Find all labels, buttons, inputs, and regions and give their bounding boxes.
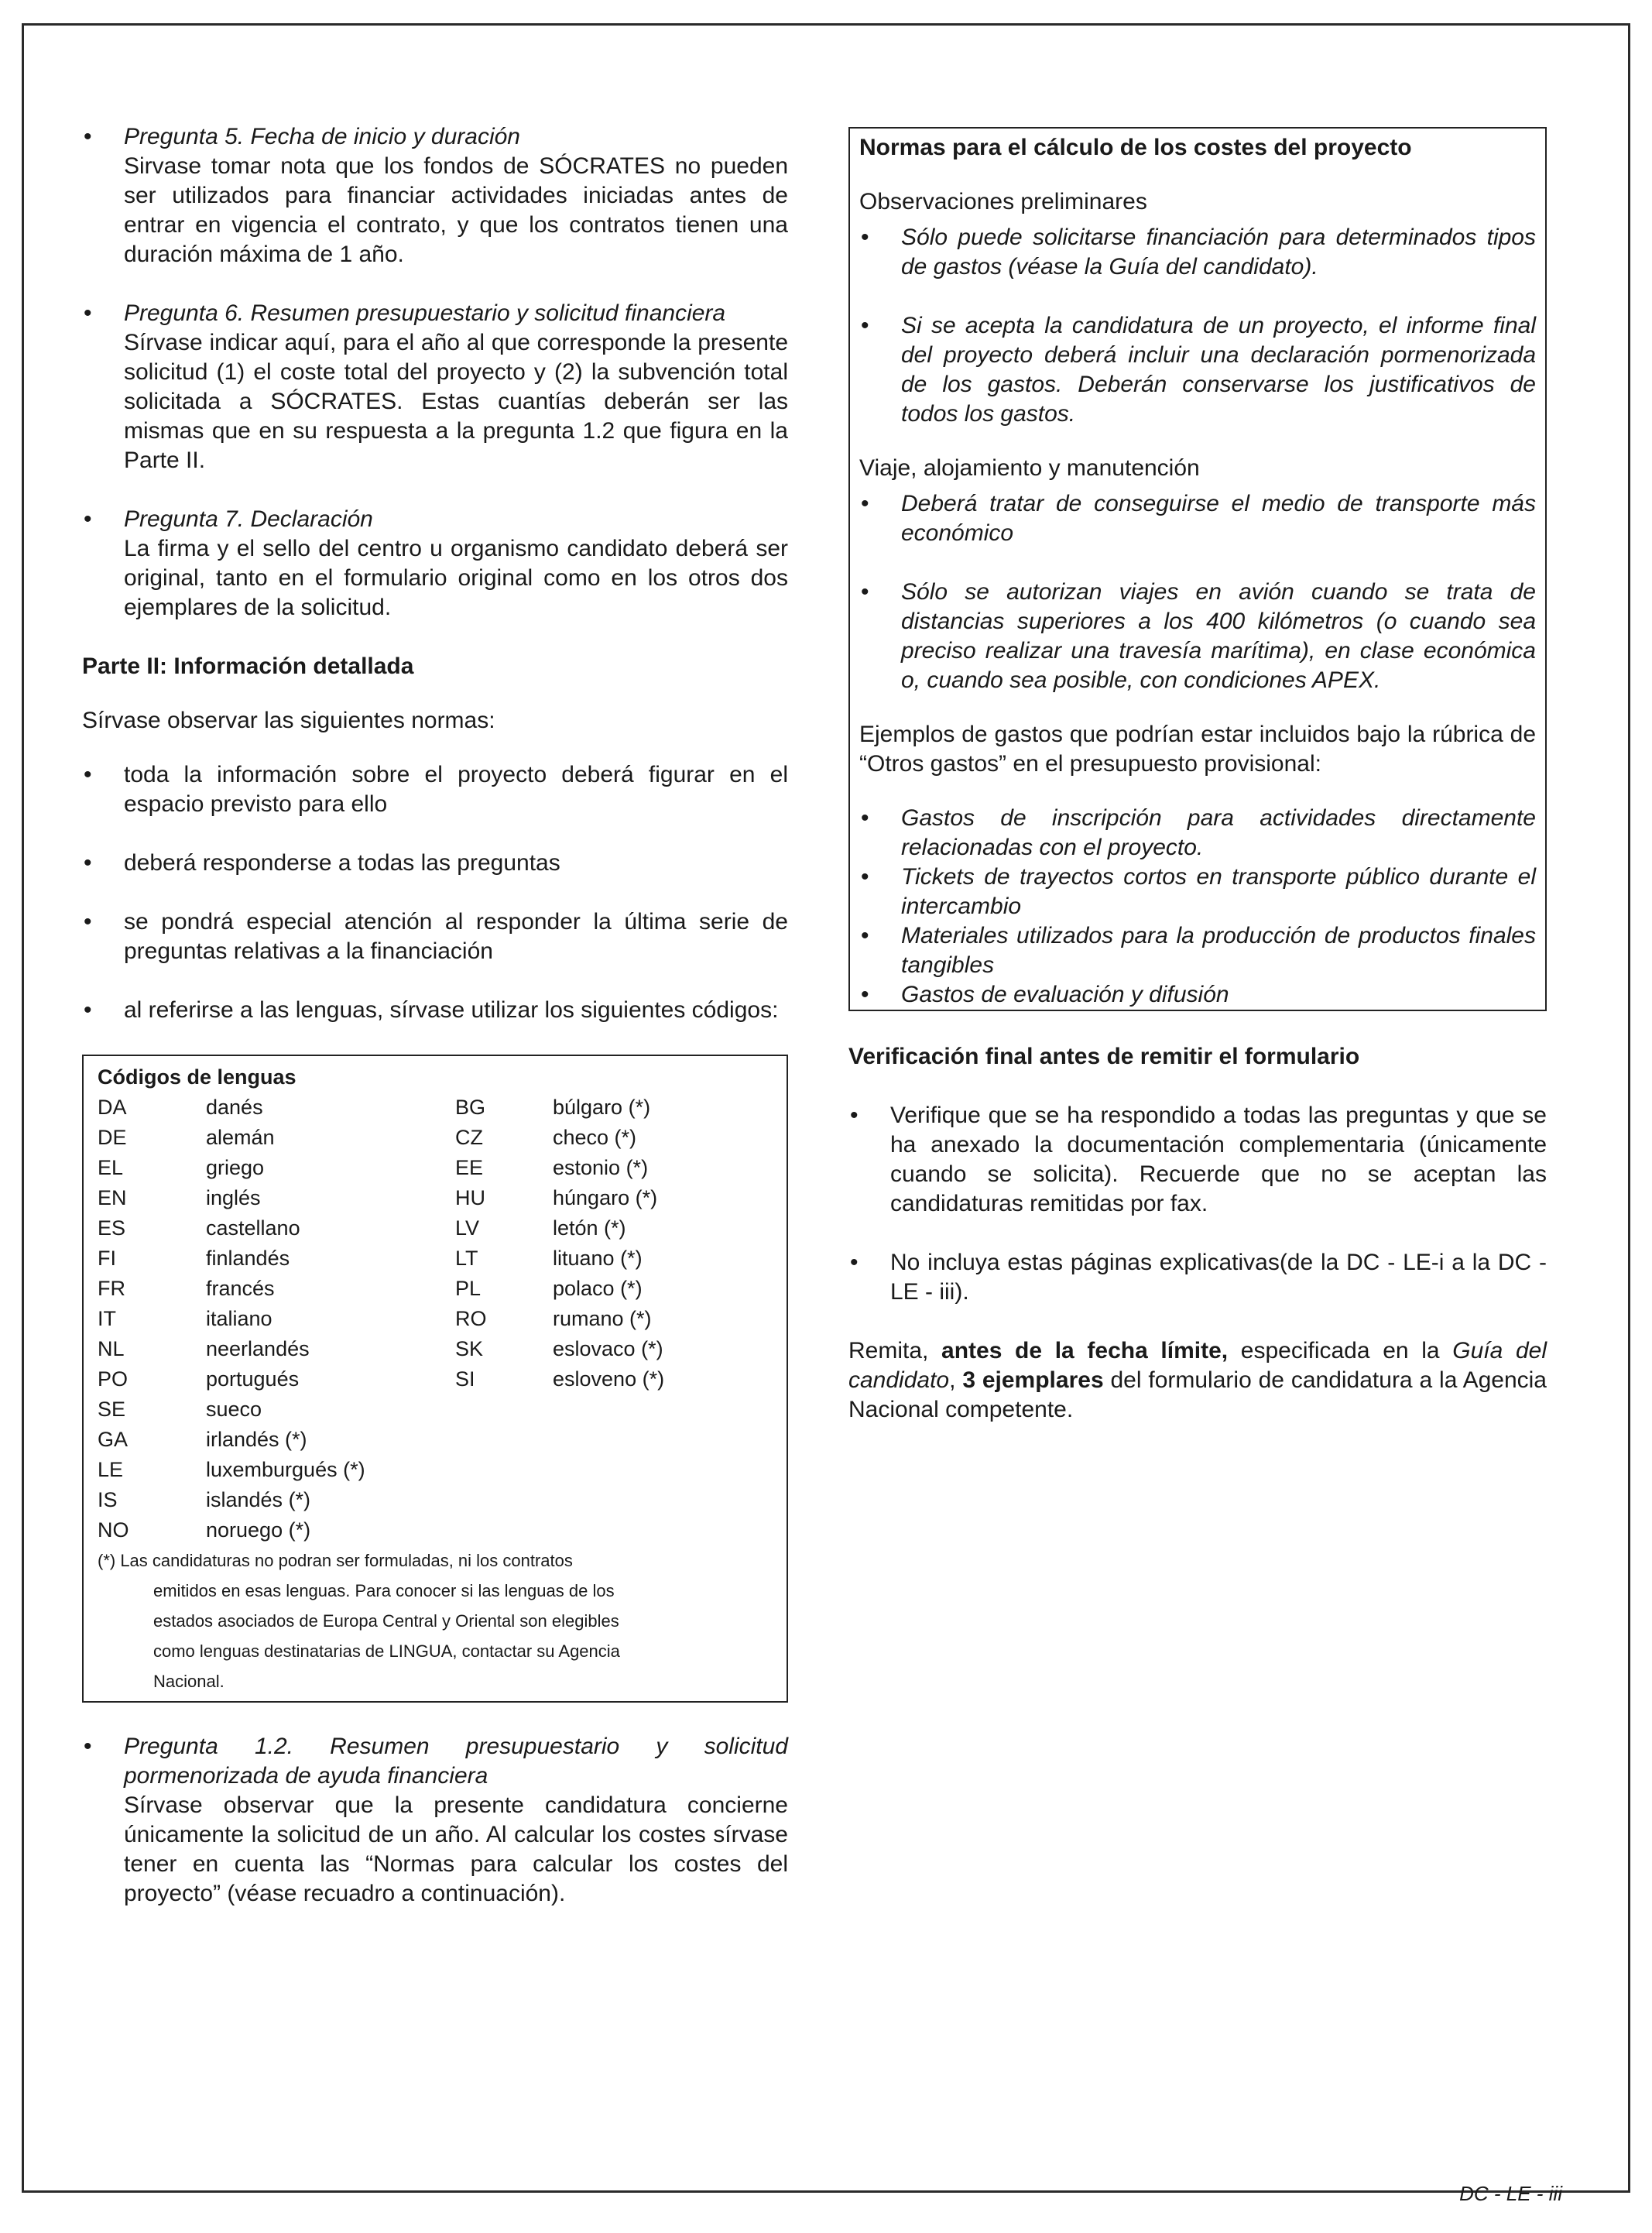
remit-text: especificada en la xyxy=(1228,1338,1453,1363)
language-code: BG xyxy=(455,1096,486,1119)
verification-item xyxy=(848,1101,1547,1219)
page-code: DC - LE - iii xyxy=(1459,2182,1562,2205)
rule-text: • al referirse a las lenguas, sírvase utilizar los siguientes códigos: xyxy=(124,997,779,1023)
rule-item xyxy=(82,996,788,1025)
language-codes-note xyxy=(98,1545,773,1696)
question-5-item xyxy=(82,122,788,269)
language-row xyxy=(98,1243,773,1274)
language-name: griego xyxy=(206,1156,265,1179)
travel-heading: Viaje, alojamiento y manutención xyxy=(859,455,1200,481)
language-row xyxy=(98,1515,773,1545)
cost-norms-box xyxy=(848,127,1547,1011)
language-code: SK xyxy=(455,1337,484,1360)
part-2-intro: Sírvase observar las siguientes normas: xyxy=(82,708,495,733)
remit-guide-title: Guía del candidato xyxy=(848,1338,1547,1393)
language-code: NO xyxy=(98,1518,129,1542)
language-name: portugués xyxy=(206,1367,300,1391)
example-item-text: • Gastos de inscripción para actividades directamente relacionadas con el proyecto. xyxy=(901,805,1536,860)
language-code: HU xyxy=(455,1186,485,1209)
remit-text: Remita, xyxy=(848,1338,942,1363)
language-row xyxy=(98,1394,773,1425)
remit-text: del formulario de candidatura a la Agencia Nacional competente. xyxy=(848,1367,1547,1422)
question-1-2-body: Sírvase observar que la presente candidatura concierne únicamente la solicitud de un año. Al calcular los costes sírvase tener en cuenta las “Normas para calcular los costes del proyecto” (véase recuadro a continuación). xyxy=(124,1792,788,1906)
verification-heading: Verificación final antes de remitir el formulario xyxy=(848,1044,1360,1069)
question-1-2-title: • Pregunta 1.2. Resumen presupuestario y solicitud pormenorizada de ayuda financiera xyxy=(124,1734,788,1789)
language-code: GA xyxy=(98,1428,129,1451)
language-code: IT xyxy=(98,1307,116,1330)
language-code: EL xyxy=(98,1156,124,1179)
language-row xyxy=(98,1304,773,1334)
language-name: letón (*) xyxy=(553,1216,626,1240)
note-line: emitidos en esas lenguas. Para conocer si las lenguas de los xyxy=(153,1581,615,1600)
question-6-title: • Pregunta 6. Resumen presupuestario y solicitud financiera xyxy=(124,300,726,326)
language-name xyxy=(553,1425,773,1455)
language-name: islandés (*) xyxy=(206,1488,311,1511)
language-codes-title: Códigos de lenguas xyxy=(98,1065,296,1089)
language-row xyxy=(98,1274,773,1304)
language-name: inglés xyxy=(206,1186,261,1209)
language-name: finlandés xyxy=(206,1247,290,1270)
rule-text: • toda la información sobre el proyecto deberá figurar en el espacio previsto para ello xyxy=(124,762,788,817)
language-row xyxy=(98,1485,773,1515)
left-column xyxy=(82,122,788,1909)
question-6-item xyxy=(82,299,788,475)
language-name: francés xyxy=(206,1277,275,1300)
travel-item-text: • Sólo se autorizan viajes en avión cuando se trata de distancias superiores a los 400 kilómetros (o cuando sea preciso realizar una travesía marítima), en clase económica o, cuando sea posible, con condiciones APEX. xyxy=(901,579,1536,693)
language-name: checo (*) xyxy=(553,1126,637,1149)
language-row xyxy=(98,1153,773,1183)
language-name: neerlandés xyxy=(206,1337,310,1360)
language-row xyxy=(98,1183,773,1213)
question-7-title: • Pregunta 7. Declaración xyxy=(124,506,373,532)
remit-deadline: antes de la fecha límite, xyxy=(941,1338,1229,1363)
note-line: estados asociados de Europa Central y Oriental son elegibles xyxy=(153,1611,619,1631)
preliminary-heading: Observaciones preliminares xyxy=(859,189,1147,214)
language-name: polaco (*) xyxy=(553,1277,643,1300)
language-name xyxy=(553,1455,773,1485)
language-name: lituano (*) xyxy=(553,1247,643,1270)
language-code: DE xyxy=(98,1126,127,1149)
language-code: DA xyxy=(98,1096,127,1119)
language-code xyxy=(455,1455,553,1485)
language-code: CZ xyxy=(455,1126,483,1149)
language-codes-box xyxy=(82,1055,788,1703)
note-line: Nacional. xyxy=(153,1672,224,1691)
right-column xyxy=(848,127,1547,1425)
question-5-body: Sirvase tomar nota que los fondos de SÓCRATES no pueden ser utilizados para financiar actividades iniciadas antes de entrar en vigencia el contrato, y que los contratos tienen una duración máxima de 1 año. xyxy=(124,153,788,267)
language-code: SI xyxy=(455,1367,475,1391)
rule-item xyxy=(82,849,788,878)
question-7-body: La firma y el sello del centro u organismo candidato deberá ser original, tanto en el formulario original como en los otros dos ejemplares de la solicitud. xyxy=(124,536,788,620)
language-code xyxy=(455,1425,553,1455)
part-2-heading: Parte II: Información detallada xyxy=(82,653,414,679)
example-item-text: • Materiales utilizados para la producción de productos finales tangibles xyxy=(901,923,1536,978)
language-code xyxy=(455,1485,553,1515)
language-name: sueco xyxy=(206,1398,262,1421)
language-name: luxemburgués (*) xyxy=(206,1458,365,1481)
language-code: LE xyxy=(98,1458,124,1481)
language-row xyxy=(98,1425,773,1455)
language-name xyxy=(553,1485,773,1515)
language-code: NL xyxy=(98,1337,125,1360)
language-code: RO xyxy=(455,1307,487,1330)
verification-item xyxy=(848,1248,1547,1307)
note-line: (*) Las candidaturas no podran ser formuladas, ni los contratos xyxy=(98,1551,573,1570)
travel-item xyxy=(859,578,1536,695)
note-line: como lenguas destinatarias de LINGUA, contactar su Agencia xyxy=(153,1641,620,1661)
travel-item-text: • Deberá tratar de conseguirse el medio de transporte más económico xyxy=(901,491,1536,546)
example-item xyxy=(859,980,1536,1010)
remit-text: , xyxy=(949,1367,963,1393)
rule-item xyxy=(82,907,788,966)
language-code xyxy=(455,1515,553,1545)
language-code: FR xyxy=(98,1277,125,1300)
language-name: alemán xyxy=(206,1126,275,1149)
language-row xyxy=(98,1455,773,1485)
rule-text: • deberá responderse a todas las preguntas xyxy=(124,850,560,876)
language-code: PL xyxy=(455,1277,482,1300)
question-7-item xyxy=(82,505,788,623)
travel-item xyxy=(859,489,1536,548)
language-row xyxy=(98,1213,773,1243)
language-code: SE xyxy=(98,1398,126,1421)
rule-text: • se pondrá especial atención al responder la última serie de preguntas relativas a la financiación xyxy=(124,909,788,964)
remit-paragraph xyxy=(848,1336,1547,1425)
language-name: irlandés (*) xyxy=(206,1428,307,1451)
preliminary-item-text: • Si se acepta la candidatura de un proyecto, el informe final del proyecto deberá incluir una declaración pormenorizada de los gastos. Deberán conservarse los justificativos de todos los gastos. xyxy=(901,313,1536,427)
language-code: LT xyxy=(455,1247,478,1270)
language-code: FI xyxy=(98,1247,116,1270)
rule-item xyxy=(82,760,788,819)
preliminary-item xyxy=(859,311,1536,429)
preliminary-item xyxy=(859,223,1536,282)
example-item xyxy=(859,804,1536,863)
examples-intro: Ejemplos de gastos que podrían estar incluidos bajo la rúbrica de “Otros gastos” en el presupuesto provisional: xyxy=(859,722,1536,777)
language-codes-table xyxy=(98,1092,773,1545)
preliminary-item-text: • Sólo puede solicitarse financiación para determinados tipos de gastos (véase la Guía del candidato). xyxy=(901,225,1536,280)
language-row xyxy=(98,1092,773,1123)
example-item-text: • Tickets de trayectos cortos en transporte público durante el intercambio xyxy=(901,864,1536,919)
language-name: castellano xyxy=(206,1216,300,1240)
language-name: danés xyxy=(206,1096,263,1119)
language-code xyxy=(455,1394,553,1425)
language-name: estonio (*) xyxy=(553,1156,649,1179)
verification-item-text: • Verifique que se ha respondido a todas las preguntas y que se ha anexado la documentación complementaria (únicamente cuando se solicita). Recuerde que no se aceptan las candidaturas remitidas por fax. xyxy=(890,1103,1547,1216)
language-name: húngaro (*) xyxy=(553,1186,658,1209)
language-name: italiano xyxy=(206,1307,272,1330)
language-code: IS xyxy=(98,1488,118,1511)
verification-item-text: • No incluya estas páginas explicativas(de la DC - LE-i a la DC - LE - iii). xyxy=(890,1250,1547,1305)
language-name xyxy=(553,1394,773,1425)
language-code: LV xyxy=(455,1216,480,1240)
language-code: EE xyxy=(455,1156,484,1179)
example-item-text: • Gastos de evaluación y difusión xyxy=(901,982,1229,1007)
language-code: ES xyxy=(98,1216,126,1240)
language-name xyxy=(553,1515,773,1545)
question-1-2-item xyxy=(82,1732,788,1909)
question-6-body: Sírvase indicar aquí, para el año al que corresponde la presente solicitud (1) el coste total del proyecto y (2) la subvención total solicitada a SÓCRATES. Estas cuantías deberán ser las mismas que en su respuesta a la pregunta 1.2 que figura en la Parte II. xyxy=(124,330,788,473)
remit-copies: 3 ejemplares xyxy=(962,1367,1104,1393)
language-code: EN xyxy=(98,1186,127,1209)
language-name: búlgaro (*) xyxy=(553,1096,651,1119)
language-name: eslovaco (*) xyxy=(553,1337,663,1360)
language-row xyxy=(98,1364,773,1394)
language-code: PO xyxy=(98,1367,129,1391)
example-item xyxy=(859,921,1536,980)
language-name: esloveno (*) xyxy=(553,1367,665,1391)
language-name: rumano (*) xyxy=(553,1307,652,1330)
question-5-title: • Pregunta 5. Fecha de inicio y duración xyxy=(124,124,520,149)
cost-norms-title: Normas para el cálculo de los costes del proyecto xyxy=(859,135,1412,160)
language-row xyxy=(98,1334,773,1364)
language-name: noruego (*) xyxy=(206,1518,311,1542)
language-row xyxy=(98,1123,773,1153)
example-item xyxy=(859,863,1536,921)
